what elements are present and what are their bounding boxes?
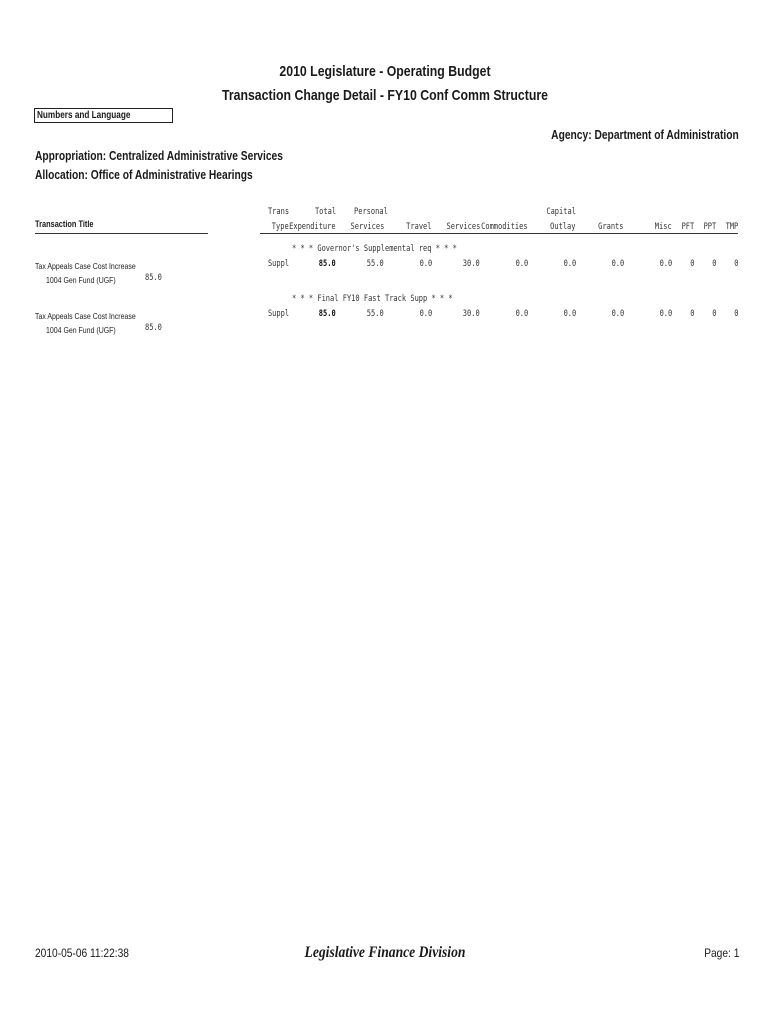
transaction-title: Tax Appeals Case Cost Increase — [35, 311, 136, 321]
footer-page-number: Page: 1 — [703, 946, 739, 960]
footer-signature: Legislative Finance Division — [304, 944, 466, 961]
travel: 0.0 — [419, 259, 432, 269]
commodities: 0.0 — [515, 309, 528, 319]
fund-amount: 85.0 — [145, 323, 162, 333]
tmp: 0 — [733, 259, 738, 269]
col-trans-type-2: Type — [272, 222, 289, 232]
col-capital-2: Outlay — [550, 222, 576, 232]
divider — [260, 233, 738, 234]
col-services: Services — [446, 222, 480, 232]
grants: 0.0 — [611, 309, 624, 319]
col-total-1: Total — [314, 207, 336, 217]
section-heading: * * * Final FY10 Fast Track Supp * * * — [292, 294, 453, 304]
travel: 0.0 — [419, 309, 432, 319]
services: 30.0 — [463, 259, 480, 269]
transaction-title: Tax Appeals Case Cost Increase — [35, 261, 136, 271]
pft: 0 — [689, 259, 694, 269]
capital-outlay: 0.0 — [563, 259, 576, 269]
numbers-and-language-label: Numbers and Language — [37, 110, 131, 121]
allocation-label: Allocation: Office of Administrative Hearings — [35, 168, 253, 182]
pft: 0 — [689, 309, 694, 319]
report-subtitle: Transaction Change Detail - FY10 Conf Comm Structure — [221, 87, 549, 104]
misc: 0.0 — [659, 309, 672, 319]
tmp: 0 — [733, 309, 738, 319]
col-ppt: PPT — [703, 222, 716, 232]
personal-services: 55.0 — [367, 259, 384, 269]
personal-services: 55.0 — [367, 309, 384, 319]
fund-source: 1004 Gen Fund (UGF) — [46, 275, 116, 285]
ppt: 0 — [711, 309, 716, 319]
ppt: 0 — [711, 259, 716, 269]
col-pft: PFT — [681, 222, 694, 232]
section-heading: * * * Governor's Supplemental req * * * — [292, 244, 457, 254]
misc: 0.0 — [659, 259, 672, 269]
divider — [35, 233, 208, 234]
col-tmp: TMP — [725, 222, 738, 232]
col-transaction-title: Transaction Title — [35, 219, 94, 229]
total-expenditure: 85.0 — [319, 309, 336, 319]
agency-label: Agency: Department of Administration — [551, 128, 739, 142]
fund-source: 1004 Gen Fund (UGF) — [46, 325, 116, 335]
trans-type: Suppl — [267, 259, 289, 269]
appropriation-label: Appropriation: Centralized Administrative Services — [35, 149, 283, 163]
col-capital-1: Capital — [546, 207, 576, 217]
total-expenditure: 85.0 — [319, 259, 336, 269]
report-title: 2010 Legislature - Operating Budget — [279, 63, 491, 80]
fund-amount: 85.0 — [145, 273, 162, 283]
col-trans-type-1: Trans — [267, 207, 289, 217]
services: 30.0 — [463, 309, 480, 319]
col-personal-2: Services — [350, 222, 384, 232]
commodities: 0.0 — [515, 259, 528, 269]
col-commodities: Commodities — [481, 222, 528, 232]
col-travel: Travel — [406, 222, 432, 232]
trans-type: Suppl — [267, 309, 289, 319]
numbers-and-language-box — [34, 108, 173, 123]
col-total-2: Expenditure — [289, 222, 336, 232]
grants: 0.0 — [611, 259, 624, 269]
col-personal-1: Personal — [354, 207, 388, 217]
col-misc: Misc — [655, 222, 672, 232]
col-grants: Grants — [598, 222, 624, 232]
footer-timestamp: 2010-05-06 11:22:38 — [35, 946, 129, 960]
capital-outlay: 0.0 — [563, 309, 576, 319]
